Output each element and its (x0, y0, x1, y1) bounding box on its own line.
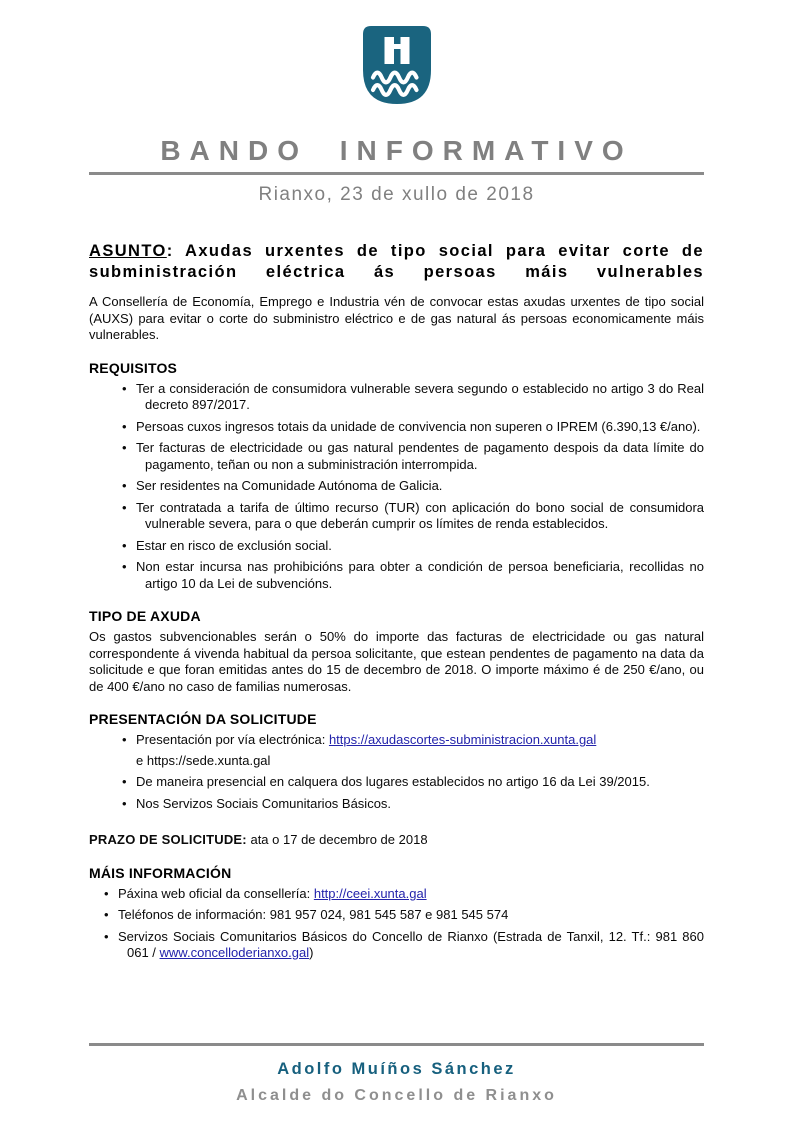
concello-rianxo-crest-icon (363, 26, 431, 104)
list-item (122, 538, 704, 555)
list-item-text: Ter facturas de electricidade ou gas natural pendentes de pagamento despois da data límite do pagamento, teñan ou non a subministración interrompida. (136, 440, 704, 472)
list-item-text: Ter a consideración de consumidora vulnerable severa segundo o establecido no artigo 3 do Real decreto 897/2017. (136, 380, 704, 412)
list-item (122, 732, 704, 769)
list-item-text: Ser residentes na Comunidade Autónoma de Galicia. (136, 478, 443, 493)
section-heading-presentacion: PRESENTACIÓN DA SOLICITUDE (89, 711, 317, 727)
list-item-text (118, 886, 704, 903)
subject-text: : Axudas urxentes de tipo social para evitar corte de subministración eléctrica ás persoas máis vulnerables (89, 242, 704, 281)
bullet-icon (122, 381, 136, 414)
list-item-text (118, 929, 704, 962)
list-item (122, 381, 704, 414)
list-item-text: Estar en risco de exclusión social. (136, 537, 332, 553)
concello-rianxo-link[interactable]: www.concelloderianxo.gal (159, 945, 310, 960)
bullet-icon (122, 796, 136, 813)
bullet-icon (104, 929, 118, 962)
prazo-line (89, 832, 704, 849)
bullet-icon (122, 559, 136, 592)
place-date-line: Rianxo, 23 de xullo de 2018 (258, 184, 535, 205)
list-item-text: Persoas cuxos ingresos totais da unidade de convivencia non superen o IPREM (6.390,13 €/ano). (136, 418, 701, 434)
list-item-text: Nos Servizos Sociais Comunitarios Básicos. (136, 795, 392, 811)
list-item-text: Non estar incursa nas prohibicións para obter a condición de persoa beneficiaria, recollidas no artigo 10 da Lei de subvencións. (136, 559, 704, 591)
list-item (104, 929, 704, 962)
bullet-icon (122, 538, 136, 555)
tipo-de-axuda-paragraph: Os gastos subvencionables serán o 50% do importe das facturas de electricidade ou gas natural correspondente á vivenda habitual da persoa solicitante, que estean pendentes de pagamento na data da solicitude e que foran emitidas antes do 15 de decembro de 2018. O importe máximo é de 250 €/ano, ou de 400 €/ano no caso de familias numerosas. (89, 629, 704, 694)
electronic-submission-line (136, 732, 704, 749)
presentacion-list (89, 732, 704, 812)
requisitos-list (89, 381, 704, 593)
ceei-xunta-link[interactable]: http://ceei.xunta.gal (313, 885, 427, 901)
header-divider (89, 172, 704, 175)
list-item (122, 559, 704, 592)
sede-xunta-line: e https://sede.xunta.gal (136, 752, 271, 768)
servizos-sociais-suffix: ) (309, 945, 314, 960)
axudascortes-link[interactable]: https://axudascortes-subministracion.xunta.gal (328, 732, 597, 747)
telefonos-line: Teléfonos de información: 981 957 024, 981 545 587 e 981 545 574 (118, 907, 509, 922)
document-title: BANDO INFORMATIVO (160, 135, 633, 166)
subject-heading (89, 241, 704, 283)
list-item (122, 796, 704, 813)
list-item (122, 440, 704, 473)
bullet-icon (104, 886, 118, 903)
list-item (104, 886, 704, 903)
list-item-text: Ter contratada a tarifa de último recurso (TUR) con aplicación do bono social de consumidora vulnerable severa, para o que deberán cumprir os límites de renda establecidos. (136, 499, 704, 531)
footer-divider (89, 1043, 704, 1046)
bullet-icon (122, 419, 136, 436)
section-heading-mais-informacion: MÁIS INFORMACIÓN (89, 864, 232, 881)
list-item (122, 774, 704, 791)
mais-informacion-list (89, 886, 704, 962)
list-item (104, 907, 704, 924)
bullet-icon (122, 478, 136, 495)
bullet-icon (104, 907, 118, 924)
section-heading-tipo-de-axuda: TIPO DE AXUDA (89, 608, 201, 624)
prazo-value: ata o 17 de decembro de 2018 (250, 832, 428, 847)
list-item (122, 500, 704, 533)
crest-svg (363, 26, 431, 104)
signature-block (89, 1043, 704, 1106)
servizos-sociais-prefix: Servizos Sociais Comunitarios Básicos do Concello de Rianxo (Estrada de Tanxil, 12. Tf.: 981 860 061 / (118, 928, 704, 960)
web-oficial-prefix: Páxina web oficial da consellería: (118, 885, 314, 901)
electronic-submission-prefix: Presentación por vía electrónica: (136, 732, 329, 747)
section-heading-requisitos: REQUISITOS (89, 359, 178, 376)
list-item-text: De maneira presencial en calquera dos lugares establecidos no artigo 16 da Lei 39/2015. (136, 774, 650, 789)
list-item (122, 419, 704, 436)
list-item-text (136, 732, 704, 769)
bullet-icon (122, 774, 136, 791)
bullet-icon (122, 500, 136, 533)
signature-name: Adolfo Muíños Sánchez (277, 1060, 516, 1078)
bullet-icon (122, 440, 136, 473)
signature-role: Alcalde do Concello de Rianxo (236, 1087, 557, 1104)
list-item (122, 478, 704, 495)
intro-paragraph: A Consellería de Economía, Emprego e Industria vén de convocar estas axudas urxentes de tipo social (AUXS) para evitar o corte do subministro eléctrico e de gas natural ás persoas economicamente máis vulnerables. (89, 294, 704, 342)
prazo-label: PRAZO DE SOLICITUDE: (89, 832, 247, 847)
bullet-icon (122, 732, 136, 769)
subject-label: ASUNTO (89, 242, 167, 260)
